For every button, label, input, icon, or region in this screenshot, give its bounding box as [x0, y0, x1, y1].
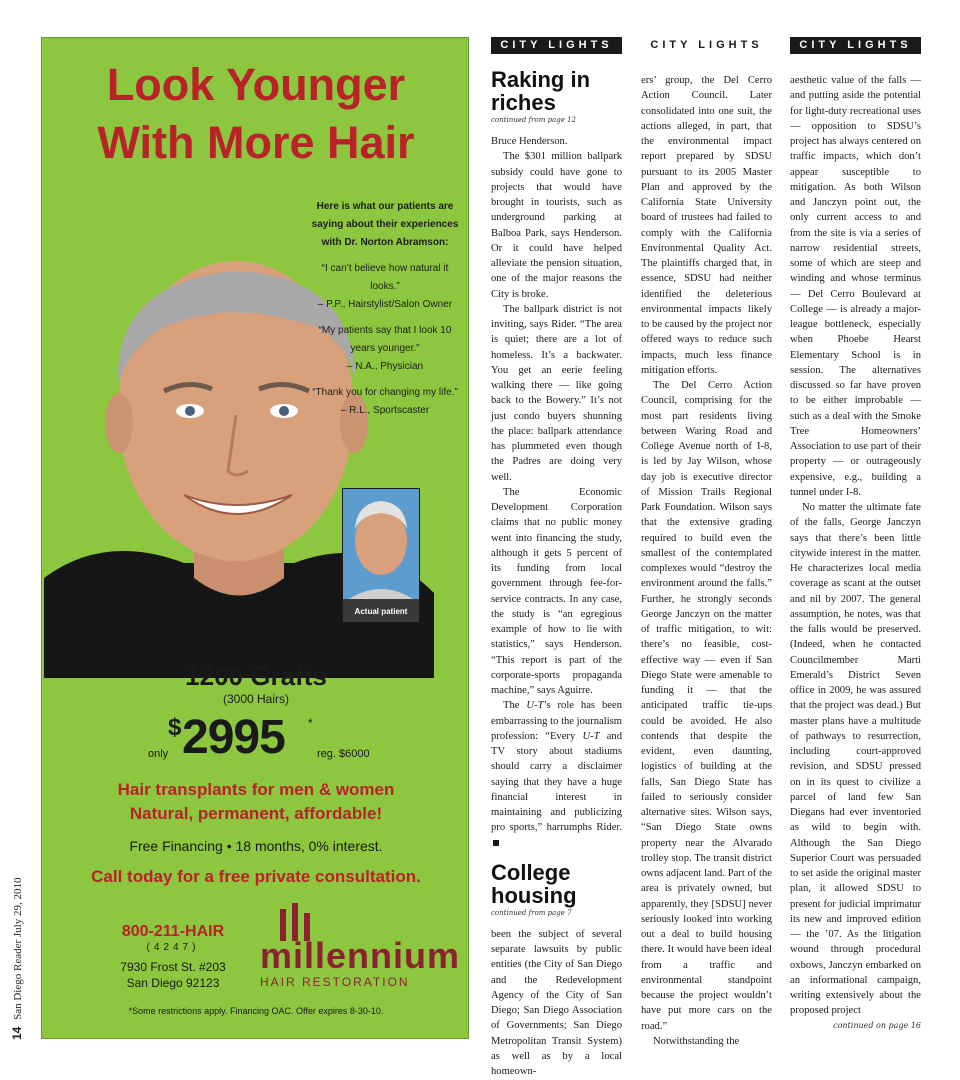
publication-line: San Diego Reader July 29, 2010	[12, 877, 24, 1020]
paragraph: The ballpark district is not inviting, says Rider. “The area is quiet; there are a lot of homeless. It’s a backwater. You get an eerie feeling walking there — like going back to the Bowery.” It’s not just condo buyers shunning the place: ballpark attendance has plummeted even though the Padres are doing very well.	[491, 303, 622, 483]
story-body	[491, 927, 622, 1080]
testimonial-attribution: – R.L., Sportscaster	[340, 405, 430, 416]
paragraph: The Del Cerro Action Council, comprising for the most part residents living between Waring Road and College Avenue north of I-8, is led by Jay Wilson, whose day job is executive director of Mission Trails Regional Park Foundation. Wilson says that the extensive grading required to build even the smallest of the contemplated complexes would “destroy the environment around the falls.” Further, he strongly seconds George Janczyn on the matter of traffic mitigation, to wit: there’s no feasible, cost-effective way — even if San Diego State were amenable to funding it — that the anticipated traffic tie-ups could be avoided. He also contends that despite the evident, even daunting, logistics of building at the falls, San Diego State has failed to seriously consider alternative sites. Wilson says, “San Diego State owns property near the Alvarado trolley stop. The transit district owns adjacent land. Part of the area is privately owned, but apparently, they [SDSU] never seriously looked into working out a deal to build housing there. It would have been ideal from a traffic and environmental standpoint because the project wouldn’t have put more cars on the road.”	[641, 380, 772, 1032]
end-mark	[493, 840, 499, 846]
story-body	[491, 134, 622, 851]
continued-from: continued from page 7	[491, 908, 572, 917]
hairs-count: (3000 Hairs)	[222, 692, 290, 706]
logo-wordmark: millennium	[260, 935, 461, 976]
price-only: only	[148, 748, 169, 760]
section-banner: CITY LIGHTS	[790, 37, 921, 54]
testimonial-attribution: – N.A., Physician	[346, 361, 424, 372]
text-run: The	[503, 700, 527, 712]
paragraph	[491, 698, 622, 851]
price-amount: 2995	[182, 711, 285, 764]
paragraph: been the subject of several separate lawsuits by public entities (the City of San Diego and the Redevelopment Agency of the City of San Diego; San Diego Association of Governments; San Diego Metropolitan Transit System) as well as by a local homeown-	[491, 928, 622, 1077]
page-folio	[10, 877, 24, 1040]
story-body	[641, 73, 772, 1049]
paragraph: Bruce Henderson.	[491, 136, 568, 147]
paragraph: The $301 million ballpark subsidy could have gone to projects that would have brought in tourists, such as underground parking at Balboa Park, says Henderson. Or it could have helped alleviate the pension situation, one of the major reasons the City is broke.	[491, 151, 622, 300]
paragraph: Notwithstanding the	[653, 1035, 740, 1047]
story-body	[790, 73, 921, 1019]
paragraph: No matter the ultimate fate of the falls, George Janczyn says that there’s been little citywide interest in the matter. He characterizes local media coverage as scant at the outset and nil by 2007. The general assumption, he notes, was that the falls would be preserved. (Indeed, when he contacted Councilmember Marti Emerald’s District Seven office in 2009, he was assured that the project was dead.) But master plans have a multitude of pathways to resurrection, including court-approved revision, and SDSU pressed on in its quest to civilize a parcel of land few San Diegans had ever inventoried as wild to begin with. Although the San Diego Superior Court was persuaded to set aside the original master plan, it allowed SDSU to present for judicial imprimatur its new and improved edition — the ’07. As the litigation wound through procedural oxbows, Janczyn embarked on an informational campaign, writing extensively about the proposed project	[790, 502, 921, 1017]
paragraph: The Economic Development Corporation claims that no public money went into financing the study, although it gets 5 percent of its funding from local government through fee-for-service contracts. In any case, the study is “an egregious example of how to lie with statistics,” says Henderson. “This report is part of the corporate-sports propaganda machine,” says Aguirre.	[491, 486, 622, 696]
continued-from: continued from page 12	[491, 116, 576, 124]
call-to-action: Call today for a free private consultation.	[91, 867, 421, 886]
millennium-logo	[252, 903, 461, 989]
logo-subtitle: HAIR RESTORATION	[260, 975, 410, 989]
grafts-count: 1200 Grafts	[185, 661, 327, 691]
tagline-line-1: Hair transplants for men & women	[117, 780, 395, 799]
ad-headline-line-1: Look Younger	[106, 59, 406, 110]
price-offer	[42, 660, 469, 888]
price-dollar: $	[168, 714, 182, 741]
regular-price: reg. $6000	[317, 748, 370, 760]
patient-before-photo	[342, 488, 420, 623]
fine-print: *Some restrictions apply. Financing OAC. Offer expires 8-30-10.	[128, 1006, 384, 1016]
price-row	[42, 708, 469, 770]
thumb-caption: Actual patient	[354, 607, 408, 616]
publication-name: U-T	[526, 700, 544, 712]
testimonial	[310, 322, 460, 376]
story-headline: Raking in riches	[491, 67, 591, 115]
section-banner: CITY LIGHTS	[491, 37, 622, 54]
tagline	[42, 778, 469, 826]
address-line-1: 7930 Frost St. #203	[120, 960, 226, 974]
tagline-line-2: Natural, permanent, affordable!	[129, 804, 383, 823]
address-line-2: San Diego 92123	[126, 976, 220, 990]
continued-on: continued on page 16	[833, 1020, 921, 1030]
testimonial-text: “Thank you for changing my life.”	[312, 387, 458, 398]
patient-testimonials	[310, 198, 460, 428]
contact-block	[98, 923, 248, 991]
paragraph: aesthetic value of the falls — and putting aside the potential for light-duty recreational uses — opposition to SDSU’s project has always centered on traffic impacts, which don’t appear susceptible to mitigation. As both Wilson and Janczyn point out, the only current access to and from the site is via a series of narrow residential streets, some of which are steep and winding and whose terminus — Del Cerro Boulevard at College — is already a major-league bottleneck, especially when Phoebe Hearst Elementary School is in session. The alternatives discussed so far have proven to be either improbable — such as a deal with the Smoke Tree Homeowners’ Association to use part of their property — or outrageously expensive, e.g., building a tunnel under I-8.	[790, 75, 921, 498]
page-number: 14	[10, 1026, 24, 1040]
ad-headline	[42, 56, 469, 172]
hair-restoration-ad	[41, 37, 469, 1039]
ad-headline-line-2: With More Hair	[97, 117, 415, 168]
testimonial-attribution: – P.P., Hairstylist/Salon Owner	[317, 299, 453, 310]
testimonial	[310, 260, 460, 314]
financing-line: Free Financing • 18 months, 0% interest.	[129, 838, 383, 854]
phone-digits: (4247)	[146, 942, 200, 953]
testimonial-text: “My patients say that I look 10 years younger.”	[318, 325, 452, 354]
testimonial-text: “I can’t believe how natural it looks.”	[321, 263, 449, 292]
column-2	[641, 37, 772, 1049]
text-run: ’s role has been embarrassing to the journalism profession: “Every	[491, 700, 622, 742]
section-banner: CITY LIGHTS	[641, 37, 772, 54]
column-1	[491, 37, 622, 1079]
column-3	[790, 37, 921, 1030]
story-headline: College housing	[491, 859, 577, 908]
price-asterisk: *	[308, 716, 313, 730]
testimonial	[310, 384, 460, 420]
testimonials-intro: Here is what our patients are saying about their experiences with Dr. Norton Abramson:	[311, 201, 459, 248]
paragraph: ers’ group, the Del Cerro Action Council. Later consolidated into one suit, the actions alleged, in part, that the environmental impact report prepared by SDSU pursuant to its 2005 Master Plan and approved by the California State University board of trustees had failed to comply with the California Environmental Quality Act. The plaintiffs charged that, in essence, SDSU had neither identified the deleterious environmental impacts likely to be caused by the project nor offered ways to reduce such impacts, much less finance mitigation efforts.	[641, 75, 772, 376]
phone-number: 800-211-HAIR	[121, 923, 225, 940]
text-run: and TV story about stadiums should carry a disclaimer saying that they have a huge financial interest in maintaining and publicizing pro sports,” harrumphs Rider.	[491, 730, 622, 834]
publication-name: U-T	[582, 730, 600, 742]
